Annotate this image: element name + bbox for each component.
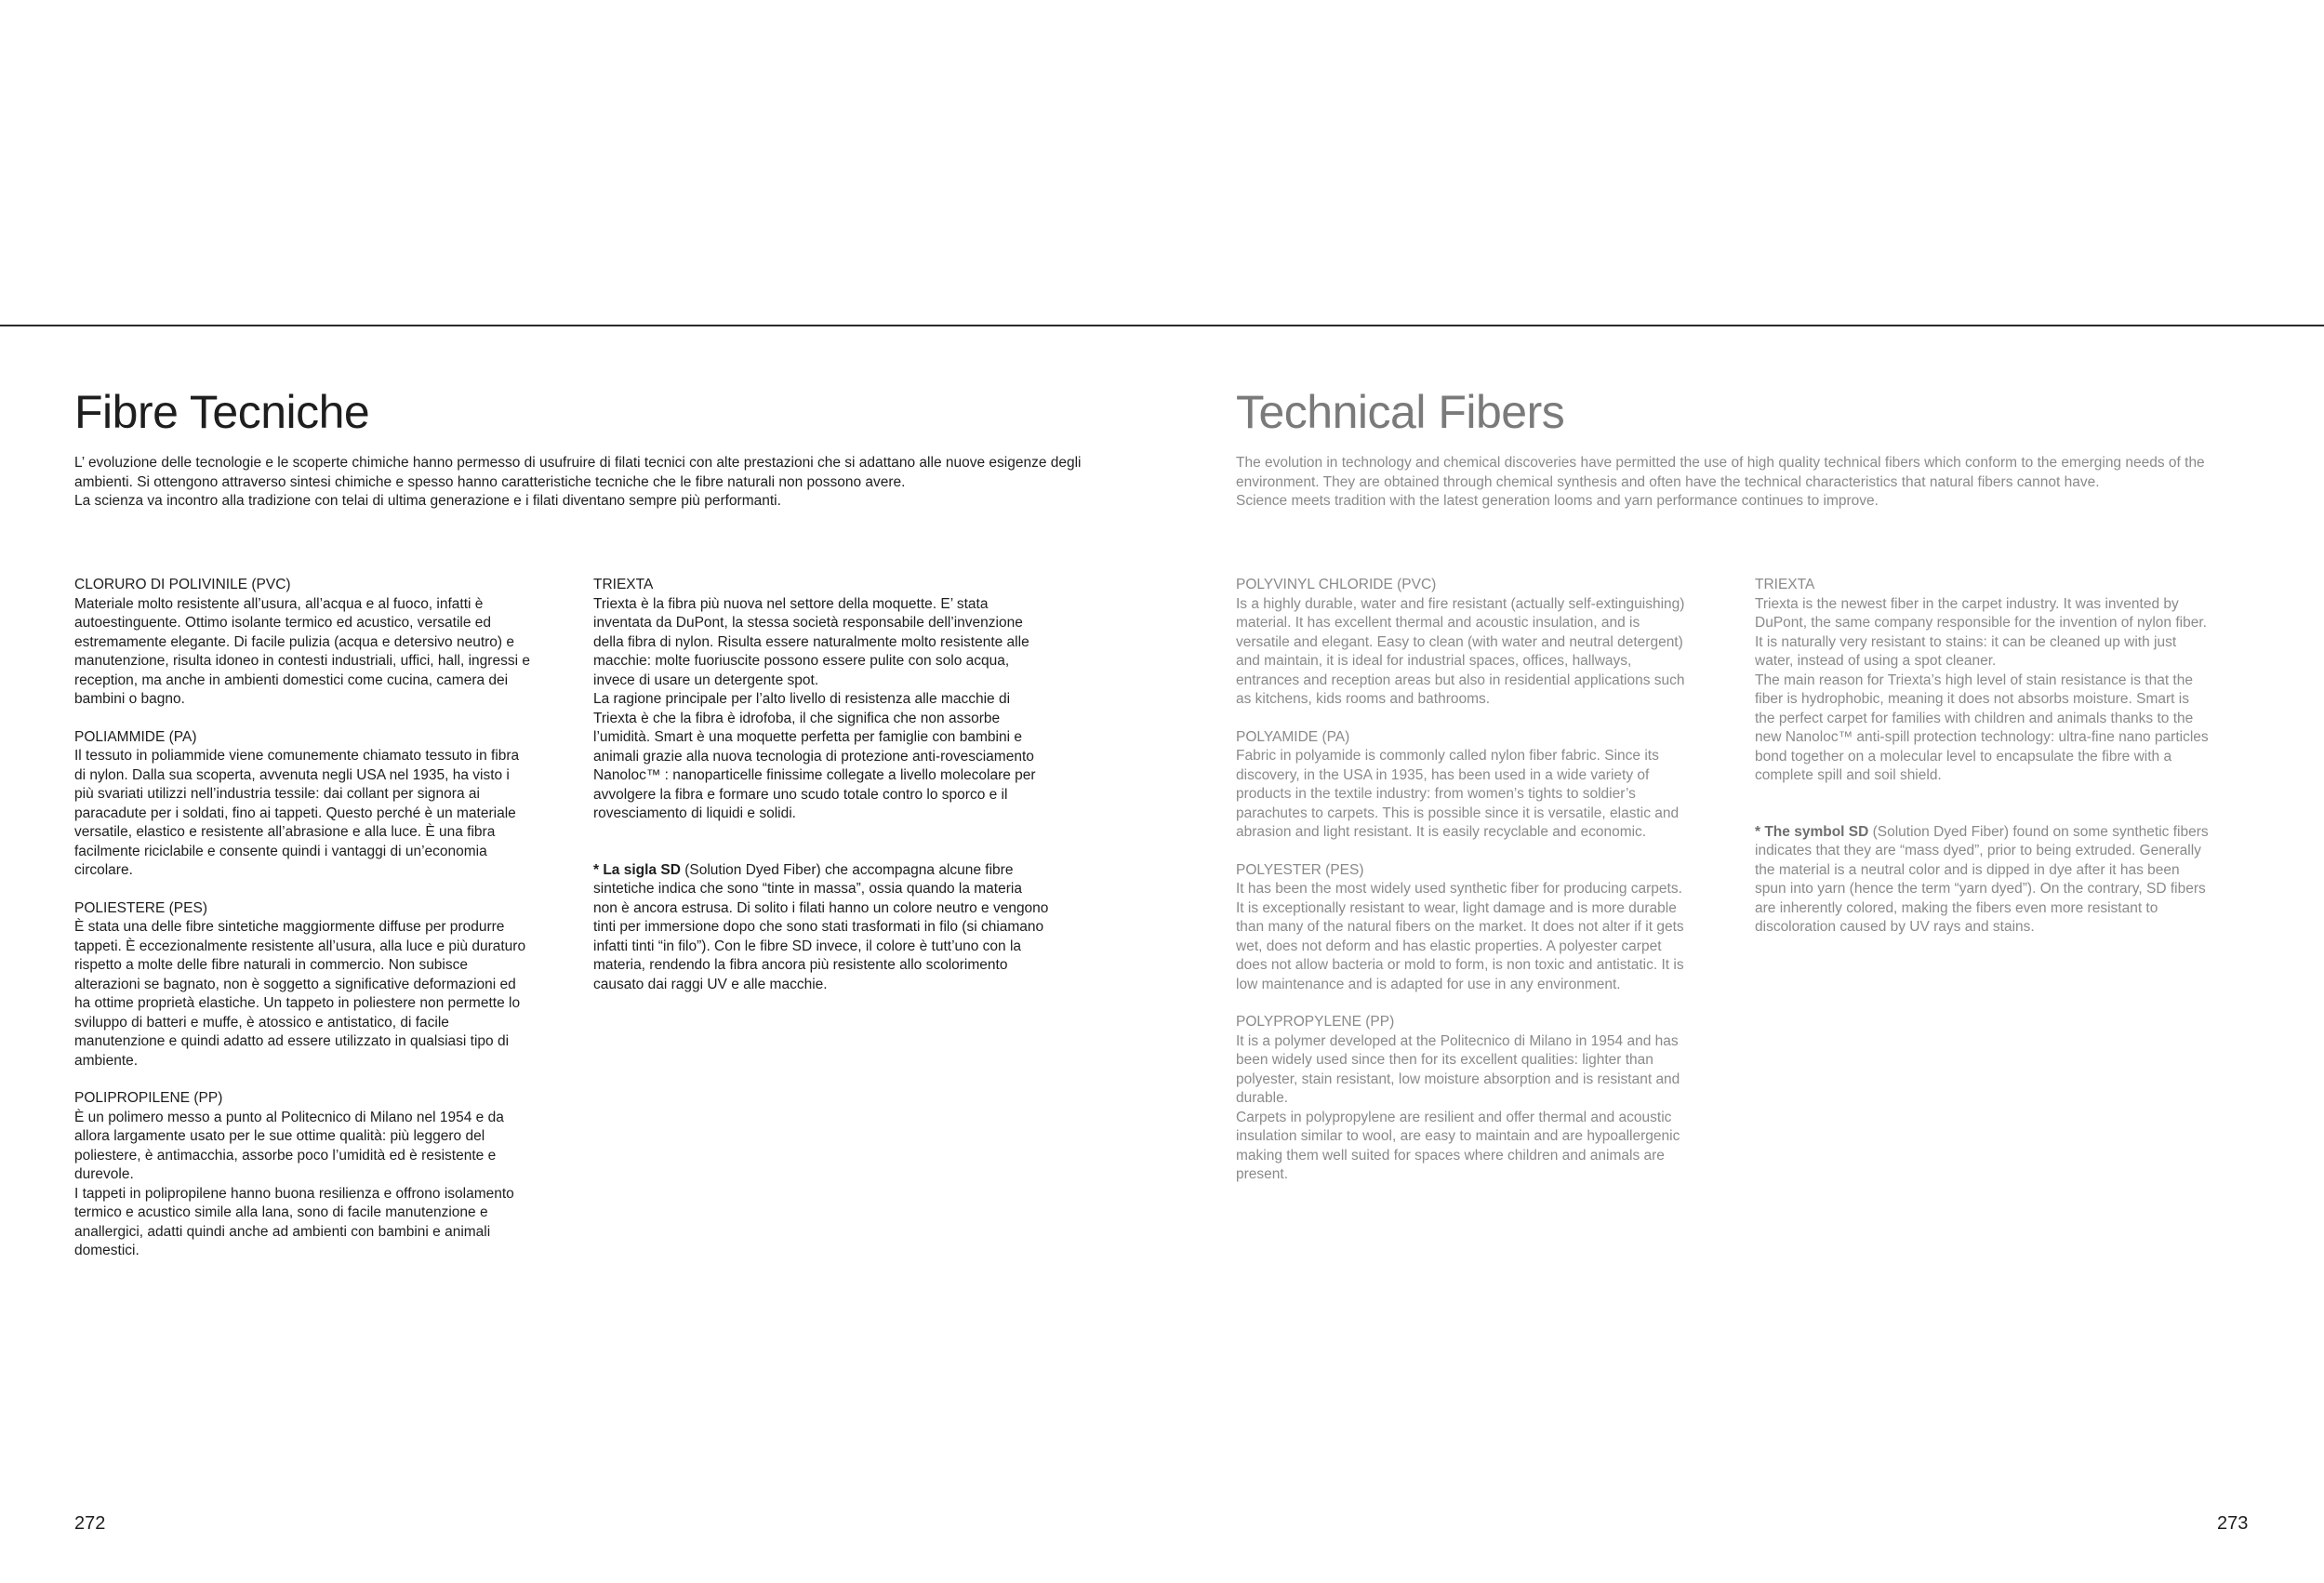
intro-paragraph: The evolution in technology and chemical discoveries have permitted the use of high quality technical fibers which conform to the emerging needs of the environment. They are obtained through chemical synthesis and often have the technical characteristics that natural fibers cannot have. xyxy=(1236,455,2205,490)
italian-column-2 xyxy=(593,576,1049,1013)
section-heading: POLIPROPILENE (PP) xyxy=(74,1090,223,1106)
fiber-section-triexta xyxy=(593,576,1049,824)
section-text: Fabric in polyamide is commonly called nylon fiber fabric. Since its discovery, in the USA in 1935, has been used in a wide variety of products in the textile industry: from women’s tights to soldier’s parachutes to carpets. This is possible since it is versatile, elastic and abrasion and light resistant. It is easily recyclable and economic. xyxy=(1236,748,1680,840)
fiber-section-pp xyxy=(74,1089,530,1261)
section-text: It is a polymer developed at the Politecnico di Milano in 1954 and has been widely used since then for its excellent qualities: lighter than polyester, stain resistant, low moisture absorption and is resistant and durable. xyxy=(1236,1032,1680,1106)
english-column-1 xyxy=(1236,576,1692,1204)
section-text: Triexta è la fibra più nuova nel settore della moquette. E’ stata inventata da DuPont, la stessa società responsabile dell’invenzione della fibra di nylon. Risulta essere naturalmente molto resistente alle macchie: molte fuoriuscite possono essere pulite con solo acqua, invece di usare un detergente spot. xyxy=(593,595,1029,688)
fiber-section-pvc xyxy=(74,576,530,710)
fiber-section-pvc xyxy=(1236,576,1692,710)
page-number-left: 272 xyxy=(74,1513,106,1534)
italian-column-1 xyxy=(74,576,530,1280)
section-heading: CLORURO DI POLIVINILE (PVC) xyxy=(74,577,291,592)
sd-note-label: * La sigla SD xyxy=(593,861,681,878)
intro-paragraph: Science meets tradition with the latest generation looms and yarn performance continues to improve. xyxy=(1236,493,1879,509)
section-text: Triexta is the newest fiber in the carpet industry. It was invented by DuPont, the same company responsible for the invention of nylon fiber. It is naturally very resistant to stains: it can be cleaned up with just water, instead of using a spot cleaner. xyxy=(1755,595,2207,669)
sd-note-label: * The symbol SD xyxy=(1755,823,1869,840)
section-text: La ragione principale per l’alto livello di resistenza alle macchie di Triexta è che la fibra è idrofoba, il che significa che non assorbe l’umidità. Smart è una moquette perfetta per famiglie con bambini e animali grazie alla nuova tecnologia di protezione anti-rovesciamento Nanoloc™ : nanoparticelle finissime collegate a livello molecolare per avvolgere la fibra e formare uno scudo totale contro lo sporco e il rovesciamento di liquidi e solidi. xyxy=(593,691,1036,821)
section-text: Materiale molto resistente all’usura, all’acqua e al fuoco, infatti è autoestinguente. Ottimo isolante termico ed acustico, versatile ed estremamente elegante. Di facile pulizia (acqua e detersivo neutro) e manutenzione, risulta idoneo in contesti industriali, uffici, hall, ingressi e reception, ma anche in ambienti domestici come cucina, camera dei bambini o bagno. xyxy=(74,595,530,707)
section-text: Carpets in polypropylene are resilient and offer thermal and acoustic insulation similar to wool, are easy to maintain and are hypoallergenic making them well suited for spaces where children and animals are present. xyxy=(1236,1109,1680,1182)
section-text: È un polimero messo a punto al Politecnico di Milano nel 1954 e da allora largamente usato per le sue ottime qualità: più leggero del poliestere, è antimacchia, assorbe poco l’umidità ed è resistente e durevole. xyxy=(74,1109,504,1182)
fiber-section-pp xyxy=(1236,1013,1692,1185)
english-column-2 xyxy=(1755,576,2211,956)
section-text: It has been the most widely used synthetic fiber for producing carpets. It is exceptionally resistant to wear, light damage and is more durable than many of the natural fibers on the market. It does not alter if it gets wet, does not deform and has elastic properties. A polyester carpet does not allow bacteria or mold to form, is non toxic and antistatic. It is low maintenance and is adapted for use in any environment. xyxy=(1236,881,1684,992)
section-heading: TRIEXTA xyxy=(593,577,654,592)
section-text: È stata una delle fibre sintetiche maggiormente diffuse per produrre tappeti. È eccezionalmente resistente all’usura, alla luce e più duraturo rispetto a molte delle fibre naturali in commercio. Non subisce alterazioni se bagnato, non è soggetto a significative deformazioni ed ha ottime proprietà elastiche. Un tappeto in poliestere non permette lo sviluppo di batteri e muffe, è atossico e antistatico, di facile manutenzione e quindi adatto ad essere utilizzato in qualsiasi tipo di ambiente. xyxy=(74,919,526,1069)
intro-paragraph: L’ evoluzione delle tecnologie e le scoperte chimiche hanno permesso di usufruire di filati tecnici con alte prestazioni che si adattano alle nuove esigenze degli ambienti. Si ottengono attraverso sintesi chimiche e spesso hanno caratteristiche tecniche che le fibre naturali non possono avere. xyxy=(74,455,1082,490)
section-heading: TRIEXTA xyxy=(1755,577,1815,592)
section-text: Is a highly durable, water and fire resistant (actually self-extinguishing) material. It has excellent thermal and acoustic insulation, and is versatile and elegant. Easy to clean (with water and neutral detergent) and maintain, it is ideal for industrial spaces, offices, hallways, entrances and reception areas but also in residential applications such as kitchens, kids rooms and bathrooms. xyxy=(1236,595,1685,707)
intro-italian xyxy=(74,454,1125,512)
section-heading: POLIESTERE (PES) xyxy=(74,899,207,916)
section-heading: POLYVINYL CHLORIDE (PVC) xyxy=(1236,577,1437,592)
fiber-section-pes xyxy=(74,899,530,1071)
section-heading: POLYPROPYLENE (PP) xyxy=(1236,1014,1395,1030)
intro-paragraph: La scienza va incontro alla tradizione con telai di ultima generazione e i filati diventano sempre più performanti. xyxy=(74,493,781,509)
sd-note xyxy=(1755,823,2211,938)
intro-english xyxy=(1236,454,2287,512)
sd-note xyxy=(593,861,1049,995)
fiber-section-pa xyxy=(74,728,530,881)
top-divider-line xyxy=(0,325,2324,326)
sd-note-text: (Solution Dyed Fiber) found on some synthetic fibers indicates that they are “mass dyed”, prior to being extruded. Generally the material is a neutral color and is dipped in dye after it has been spun into yarn (hence the term “yarn dyed”). On the contrary, SD fibers are inherently colored, making the fibers even more resistant to discoloration caused by UV rays and stains. xyxy=(1755,823,2209,935)
section-heading: POLYAMIDE (PA) xyxy=(1236,728,1350,745)
sd-note-text: (Solution Dyed Fiber) che accompagna alcune fibre sintetiche indica che sono “tinte in massa”, ossia quando la materia non è ancora estrusa. Di solito i filati hanno un colore neutro e vengono tinti per immersione dopo che sono stati trasformati in filo (si chiamano infatti tinti “in filo”). Con le fibre SD invece, il colore è tutt’uno con la materia, rendendo la fibra ancora più resistente allo scolorimento causato dai raggi UV e alle macchie. xyxy=(593,861,1049,992)
section-text: Il tessuto in poliammide viene comunemente chiamato tessuto in fibra di nylon. Dalla sua scoperta, avvenuta negli USA nel 1935, ha visto i più svariati utilizzi nell’industria tessile: dai collant per signora ai paracadute per i soldati, fino ai tappeti. Questo perché è un materiale versatile, elastico e resistente all’abrasione e alla luce. È una fibra facilmente riciclabile e consente quindi i vantaggi di un’economia circolare. xyxy=(74,748,520,878)
fiber-section-pes xyxy=(1236,861,1692,995)
section-heading: POLYESTER (PES) xyxy=(1236,861,1364,878)
fiber-section-pa xyxy=(1236,728,1692,843)
page-title-italian: Fibre Tecniche xyxy=(74,386,370,438)
page-title-english: Technical Fibers xyxy=(1236,386,1565,438)
section-text: The main reason for Triexta’s high level of stain resistance is that the fiber is hydrophobic, meaning it does not absorbs moisture. Smart is the perfect carpet for families with children and animals thanks to the new Nanoloc™ anti-spill protection technology: ultra-fine nano particles bond together on a molecular level to encapsulate the fibre with a complete spill and soil shield. xyxy=(1755,672,2209,783)
page-number-right: 273 xyxy=(2217,1513,2249,1534)
section-text: I tappeti in polipropilene hanno buona resilienza e offrono isolamento termico e acustico simile alla lana, sono di facile manutenzione e anallergici, adatti quindi anche ad ambienti con bambini e animali domestici. xyxy=(74,1185,514,1258)
fiber-section-triexta xyxy=(1755,576,2211,786)
section-heading: POLIAMMIDE (PA) xyxy=(74,728,197,745)
